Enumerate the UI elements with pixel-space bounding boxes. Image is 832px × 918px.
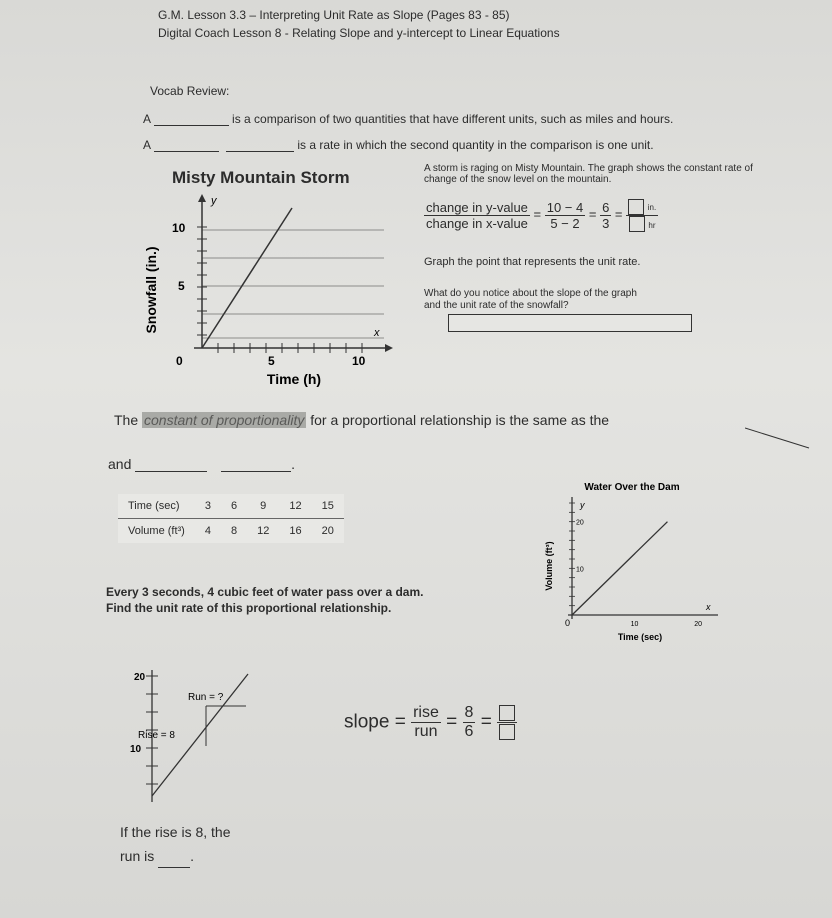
storm-origin: 0 — [176, 354, 183, 368]
storm-ylabel: Snowfall (in.) — [143, 246, 159, 334]
storm-description: A storm is raging on Misty Mountain. The graph shows the constant rate of change of the snow level on the mountain. — [424, 163, 753, 185]
table-cell: 3 — [195, 494, 221, 519]
slope-answer-den[interactable] — [499, 724, 515, 740]
storm-graph — [134, 190, 394, 390]
dam-chart — [532, 478, 732, 653]
unit-rate-fraction: $\frac{in.}{hr}$ — [626, 198, 658, 232]
storm-x-letter: x — [374, 327, 380, 339]
dam-y-letter: y — [580, 500, 585, 510]
dam-ytick-label: 20 — [576, 519, 584, 527]
storm-grid — [202, 230, 384, 338]
vocab-blank-2b[interactable] — [226, 139, 294, 152]
y-arrow-icon — [198, 194, 206, 202]
slope-answer-num[interactable] — [499, 705, 515, 721]
rise-question: If the rise is 8, the run is . — [120, 820, 231, 868]
dam-series-line — [572, 519, 667, 615]
storm-xtick-5: 5 — [268, 354, 275, 368]
storm-ytick-10: 10 — [172, 221, 186, 235]
table-cell: 6 — [221, 494, 247, 519]
storm-xtick-10: 10 — [352, 354, 366, 368]
slope-answer-fraction — [497, 704, 517, 741]
dam-origin: 0 — [565, 618, 571, 628]
vocab-item-1-text: is a comparison of two quantities that have different units, such as miles and hours. — [232, 112, 674, 126]
table-cell: 12 — [257, 525, 270, 537]
dam-x-letter: x — [706, 602, 711, 612]
table-cell: 15 — [312, 494, 344, 519]
dam-chart-title: Water Over the Dam — [584, 482, 680, 493]
change-fraction: $\frac{\text{change in y-value}}{\text{change in x-value}}$ — [426, 199, 528, 231]
value-fraction: $\frac{10 - 4}{5 - 2}$ — [546, 199, 584, 231]
storm-graph-title: Misty Mountain Storm — [172, 168, 350, 187]
constant-blank-line[interactable] — [745, 424, 815, 454]
dam-problem-text: Every 3 seconds, 4 cubic feet of water pass over a dam. Find the unit rate of this proportional relationship. — [106, 585, 424, 615]
answer-box-den[interactable] — [629, 216, 645, 232]
vocab-item-2-prefix: A — [143, 138, 151, 152]
table-cell: 20 — [321, 525, 334, 537]
dam-xtick-label: 20 — [694, 621, 703, 628]
lesson-subtitle: Digital Coach Lesson 8 - Relating Slope and y-intercept to Linear Equations — [158, 26, 560, 40]
table-cell: 12 — [279, 494, 311, 519]
slope-equation: slope = $\frac{\text{rise}}{\text{run}}$ = $\frac{8}{6}$ = — [344, 704, 517, 741]
table-cell: 9 — [247, 494, 279, 519]
simplified-fraction: $\frac{6}{3}$ — [602, 199, 610, 231]
vocab-blank-1[interactable] — [154, 113, 229, 126]
x-arrow-icon — [385, 344, 393, 352]
eight-over-six: $\frac{8}{6}$ — [464, 704, 474, 740]
lesson-title: G.M. Lesson 3.3 – Interpreting Unit Rate as Slope (Pages 83 - 85) — [158, 8, 510, 22]
vocab-item-2 — [143, 138, 654, 152]
rise-label: Rise = 8 — [138, 730, 175, 741]
run-label: Run = ? — [188, 692, 224, 703]
table-row-label: Time (sec) — [118, 494, 195, 519]
vocab-item-1-prefix: A — [143, 112, 151, 126]
vocab-blank-2a[interactable] — [154, 139, 219, 152]
graph-point-prompt: Graph the point that represents the unit rate. — [424, 256, 641, 268]
highlighted-term: constant of proportionality — [144, 412, 305, 428]
notice-answer-box[interactable] — [448, 314, 692, 332]
vocab-heading: Vocab Review: — [150, 84, 230, 98]
slope-notice-question: What do you notice about the slope of the graph and the unit rate of the snowfall? — [424, 288, 637, 311]
table-row — [118, 519, 344, 544]
storm-line — [202, 208, 292, 348]
run-answer-blank[interactable] — [158, 855, 190, 868]
table-cell: 16 — [289, 525, 302, 537]
storm-y-letter: y — [211, 195, 217, 207]
dam-xlabel: Time (sec) — [617, 632, 663, 642]
slope-diagram — [112, 664, 312, 806]
storm-ytick-5: 5 — [178, 279, 185, 293]
storm-xlabel: Time (h) — [266, 371, 322, 387]
vocab-item-2-text: is a rate in which the second quantity in the comparison is one unit. — [297, 138, 654, 152]
constant-statement: The constant of proportionality for a proportional relationship is the same as the — [114, 412, 610, 428]
table-row-label: Volume (ft³) — [128, 525, 185, 537]
and-blank-1[interactable] — [135, 459, 207, 472]
answer-box-num[interactable] — [628, 199, 644, 215]
dam-table-wrap — [118, 494, 344, 543]
dam-ytick-label: 10 — [576, 566, 584, 574]
table-row — [118, 494, 344, 519]
table-cell: 8 — [230, 525, 238, 537]
vocab-item-1 — [143, 112, 673, 126]
dam-table — [118, 494, 344, 543]
table-cell: 4 — [204, 525, 211, 537]
and-blank-2[interactable] — [221, 459, 291, 472]
rise-over-run: $\frac{\text{rise}}{\text{run}}$ — [413, 704, 439, 740]
dam-ylabel: Volume (ft³) — [544, 541, 554, 591]
rate-of-change-equation: $\frac{\text{change in y-value}}{\text{change in x-value}}$ = $\frac{10 - 4}{5 - 2}$ = $\frac{6}{3}$ = $\frac{in.}{hr}$ — [426, 199, 657, 231]
dam-xtick-label: 10 — [630, 621, 639, 628]
slope-ytick-10: 10 — [130, 744, 142, 755]
and-line: and . — [108, 456, 296, 472]
slope-ytick-20: 20 — [134, 672, 146, 683]
